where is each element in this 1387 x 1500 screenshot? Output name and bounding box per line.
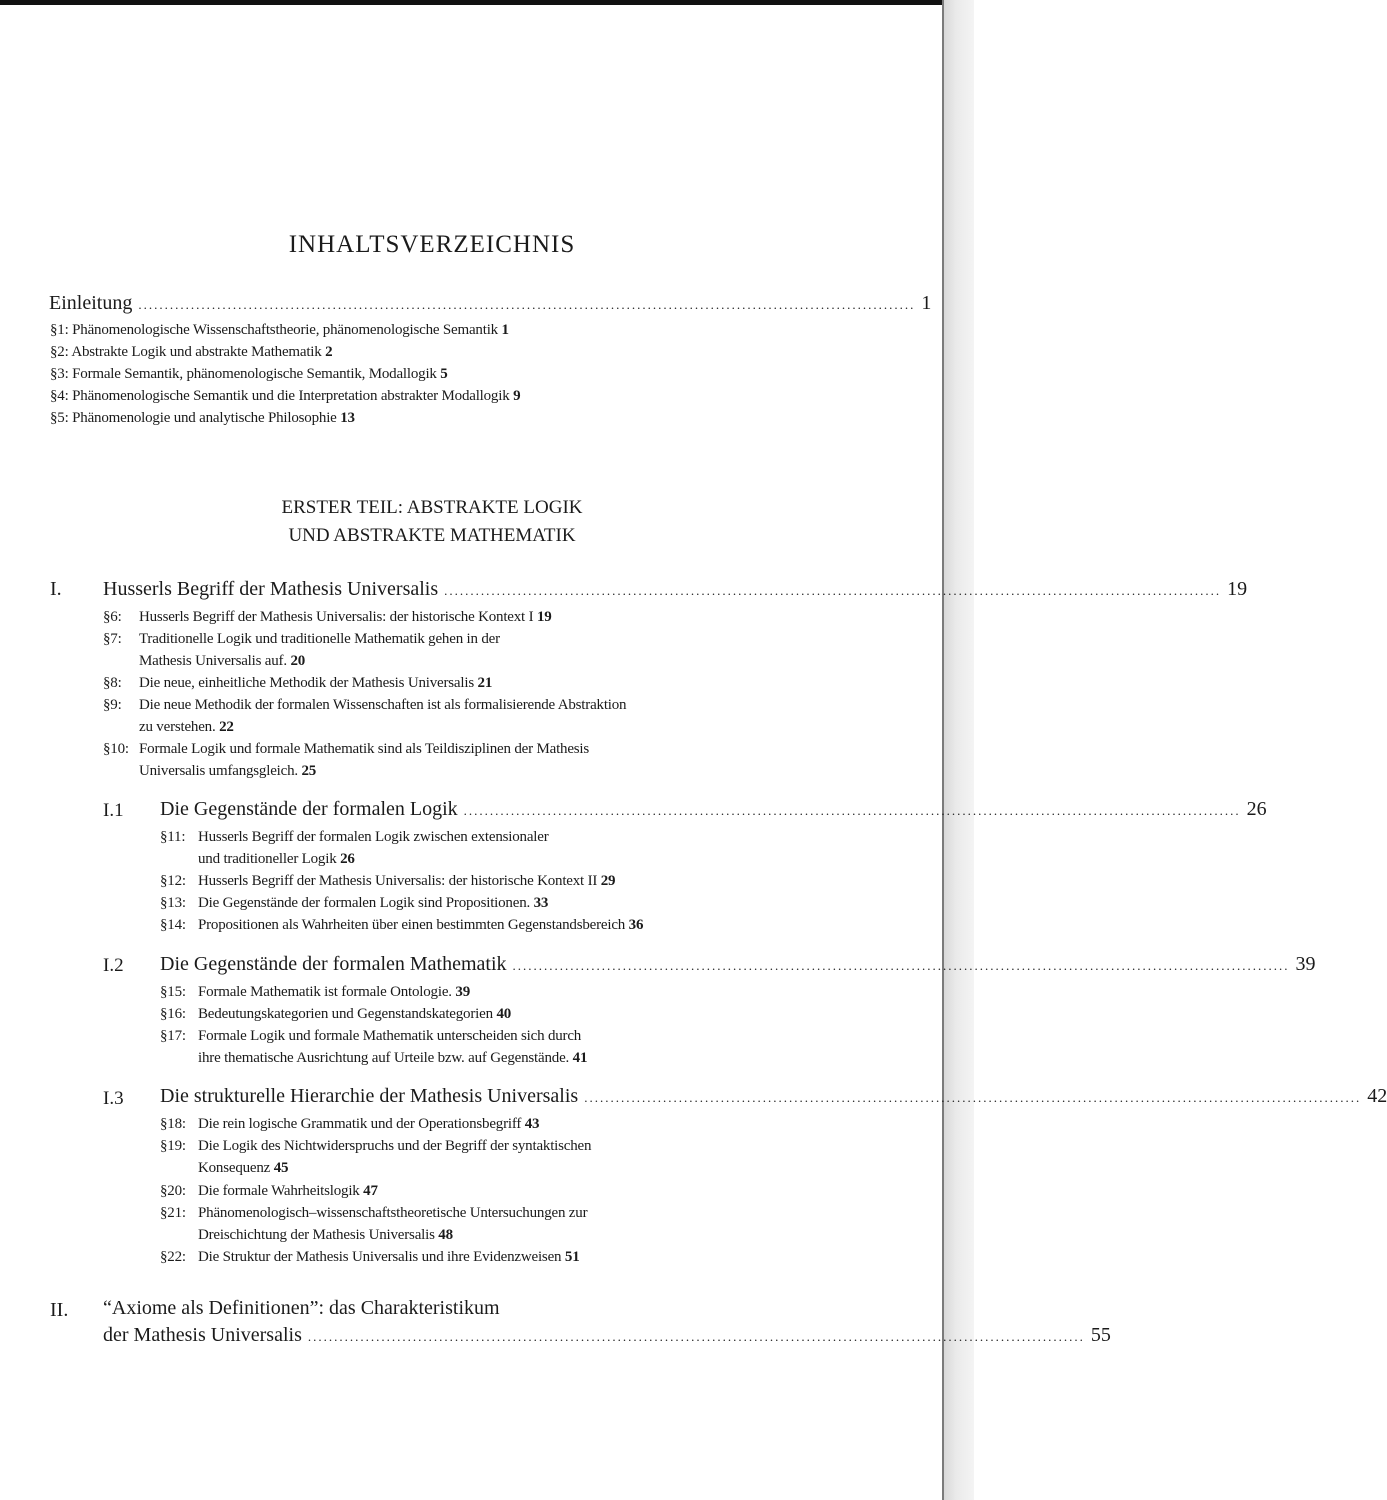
toc-item[interactable]	[50, 410, 355, 427]
item-key: §16:	[160, 1006, 186, 1022]
part-title-line2: UND ABSTRAKTE MATHEMATIK	[288, 525, 576, 546]
item-text: Formale Logik und formale Mathematik sind als Teildisziplinen der Mathesis	[139, 741, 590, 757]
item-page: 33	[533, 895, 549, 911]
item-key: §22:	[160, 1249, 186, 1265]
toc-item[interactable]	[160, 917, 643, 934]
item-key: §20:	[160, 1183, 186, 1199]
item-key: §9:	[103, 697, 122, 713]
toc-item-continuation	[198, 851, 355, 868]
item-text: Die neue Methodik der formalen Wissenschaften ist als formalisierende Abstraktion	[139, 697, 627, 713]
item-key: §4:	[50, 388, 69, 404]
item-text: Die Logik des Nichtwiderspruchs und der Begriff der syntaktischen	[198, 1138, 592, 1154]
entry-page: 1	[921, 292, 932, 314]
item-text: Die Struktur der Mathesis Universalis und ihre Evidenzweisen	[198, 1249, 562, 1265]
toc-item[interactable]	[160, 1249, 580, 1266]
page-top-edge	[0, 0, 974, 5]
toc-item-continuation	[139, 763, 316, 780]
item-text: Dreischichtung der Mathesis Universalis	[198, 1227, 435, 1243]
toc-entry-section-1-2[interactable]	[160, 953, 1316, 976]
item-page: 20	[290, 653, 306, 669]
toc-item-continuation	[198, 1050, 587, 1067]
leader-dots: ....................................................................................................................................................	[463, 803, 1241, 818]
entry-label: Husserls Begriff der Mathesis Universalis	[103, 578, 439, 600]
leader-dots: ....................................................................................................................................................	[138, 297, 916, 312]
item-text: Abstrakte Logik und abstrakte Mathematik	[71, 344, 322, 360]
toc-item-continuation	[198, 1227, 453, 1244]
toc-item-continuation	[139, 719, 234, 736]
item-key: §13:	[160, 895, 186, 911]
item-key: §7:	[103, 631, 122, 647]
item-key: §17:	[160, 1028, 186, 1044]
item-text: Bedeutungskategorien und Gegenstandskategorien	[198, 1006, 493, 1022]
item-key: §8:	[103, 675, 122, 691]
item-text: Formale Mathematik ist formale Ontologie.	[198, 984, 452, 1000]
item-key: §14:	[160, 917, 186, 933]
leader-dots: ....................................................................................................................................................	[584, 1090, 1362, 1105]
toc-item[interactable]	[160, 1205, 587, 1222]
item-page: 1	[501, 322, 509, 338]
item-page: 48	[438, 1227, 453, 1243]
toc-item[interactable]	[160, 873, 615, 890]
item-page: 29	[600, 873, 616, 889]
item-page: 40	[496, 1006, 512, 1022]
toc-item[interactable]	[103, 675, 492, 692]
toc-item[interactable]	[103, 609, 552, 626]
item-page: 9	[513, 388, 521, 404]
chapter-title-line1: “Axiome als Definitionen”: das Charakteristikum	[103, 1297, 500, 1319]
item-text: Husserls Begriff der formalen Logik zwischen extensionaler	[198, 829, 549, 845]
item-page: 5	[440, 366, 448, 382]
item-text: Phänomenologie und analytische Philosophie	[72, 410, 337, 426]
toc-item[interactable]	[160, 1116, 539, 1133]
chapter-number: I.	[50, 578, 62, 600]
toc-item[interactable]	[160, 1006, 511, 1023]
item-text: Mathesis Universalis auf.	[139, 653, 287, 669]
section-number: I.2	[103, 955, 124, 976]
entry-page: 42	[1367, 1085, 1387, 1107]
item-page: 36	[628, 917, 644, 933]
item-text: und traditioneller Logik	[198, 851, 337, 867]
toc-item[interactable]	[50, 388, 520, 405]
item-key: §2:	[50, 344, 69, 360]
entry-page: 26	[1246, 798, 1267, 820]
entry-label: Die strukturelle Hierarchie der Mathesis Universalis	[160, 1085, 579, 1107]
item-key: §19:	[160, 1138, 186, 1154]
entry-page: 39	[1295, 953, 1316, 975]
entry-page: 19	[1227, 578, 1248, 600]
leader-dots: ....................................................................................................................................................	[444, 583, 1222, 598]
item-text: Formale Logik und formale Mathematik unterscheiden sich durch	[198, 1028, 582, 1044]
item-text: Konsequenz	[198, 1160, 271, 1176]
item-text: Phänomenologische Wissenschaftstheorie, phänomenologische Semantik	[72, 322, 498, 338]
item-page: 39	[455, 984, 470, 1000]
item-key: §6:	[103, 609, 122, 625]
item-page: 13	[340, 410, 355, 426]
item-text: Phänomenologisch–wissenschaftstheoretische Untersuchungen zur	[198, 1205, 588, 1221]
item-page: 51	[564, 1249, 580, 1265]
item-text: Traditionelle Logik und traditionelle Mathematik gehen in der	[139, 631, 500, 647]
item-key: §1:	[50, 322, 69, 338]
item-text: ihre thematische Ausrichtung auf Urteile bzw. auf Gegenstände.	[198, 1050, 570, 1066]
entry-page: 55	[1090, 1324, 1111, 1346]
item-page: 25	[301, 763, 317, 779]
leader-dots: ....................................................................................................................................................	[512, 958, 1290, 973]
entry-label: Die Gegenstände der formalen Mathematik	[160, 953, 507, 975]
toc-item[interactable]	[160, 1183, 378, 1200]
part-title-line1: ERSTER TEIL: ABSTRAKTE LOGIK	[281, 497, 583, 518]
toc-item[interactable]	[103, 741, 589, 758]
item-text: Die neue, einheitliche Methodik der Mathesis Universalis	[139, 675, 474, 691]
toc-entry-section-1-3[interactable]	[160, 1085, 1387, 1108]
toc-item-continuation	[139, 653, 305, 670]
page-right-edge	[944, 0, 974, 1500]
toc-entry-section-1-1[interactable]	[160, 798, 1267, 821]
toc-item[interactable]	[160, 1138, 591, 1155]
entry-label: der Mathesis Universalis	[103, 1324, 302, 1346]
item-text: Universalis umfangsgleich.	[139, 763, 298, 779]
item-page: 47	[363, 1183, 378, 1199]
item-text: Propositionen als Wahrheiten über einen bestimmten Gegenstandsbereich	[198, 917, 626, 933]
toc-item[interactable]	[160, 829, 549, 846]
toc-item-continuation	[198, 1160, 288, 1177]
entry-label: Die Gegenstände der formalen Logik	[160, 798, 458, 820]
toc-entry-chapter-2[interactable]	[103, 1324, 1111, 1347]
toc-entry-einleitung[interactable]	[49, 292, 932, 315]
toc-item[interactable]	[50, 366, 448, 383]
toc-item[interactable]	[50, 322, 509, 339]
chapter-number: II.	[50, 1299, 69, 1321]
toc-item[interactable]	[160, 984, 470, 1001]
toc-item[interactable]	[103, 631, 500, 648]
item-text: zu verstehen.	[139, 719, 216, 735]
item-key: §15:	[160, 984, 186, 1000]
item-key: §10:	[103, 741, 129, 757]
item-text: Die formale Wahrheitslogik	[198, 1183, 360, 1199]
toc-item[interactable]	[160, 895, 548, 912]
item-key: §5:	[50, 410, 69, 426]
item-page: 21	[477, 675, 493, 691]
toc-entry-chapter-1[interactable]	[103, 578, 1248, 601]
item-text: Formale Semantik, phänomenologische Semantik, Modallogik	[72, 366, 437, 382]
item-key: §3:	[50, 366, 69, 382]
item-text: Husserls Begriff der Mathesis Universalis: der historische Kontext II	[198, 873, 598, 889]
item-page: 22	[219, 719, 234, 735]
item-page: 45	[273, 1160, 289, 1176]
item-key: §21:	[160, 1205, 186, 1221]
toc-item[interactable]	[50, 344, 332, 361]
item-text: Husserls Begriff der Mathesis Universalis: der historische Kontext I	[139, 609, 534, 625]
item-text: Die Gegenstände der formalen Logik sind Propositionen.	[198, 895, 531, 911]
section-number: I.3	[103, 1088, 124, 1109]
toc-item[interactable]	[103, 697, 626, 714]
item-text: Phänomenologische Semantik und die Interpretation abstrakter Modallogik	[72, 388, 510, 404]
item-page: 2	[325, 344, 333, 360]
item-page: 41	[572, 1050, 588, 1066]
item-key: §18:	[160, 1116, 186, 1132]
section-number: I.1	[103, 800, 124, 821]
item-page: 43	[524, 1116, 540, 1132]
toc-item[interactable]	[160, 1028, 581, 1045]
item-text: Die rein logische Grammatik und der Operationsbegriff	[198, 1116, 522, 1132]
item-key: §11:	[160, 829, 186, 845]
leader-dots: ....................................................................................................................................................	[307, 1329, 1085, 1344]
item-page: 19	[536, 609, 552, 625]
entry-label: Einleitung	[49, 292, 133, 314]
item-page: 26	[340, 851, 355, 867]
item-key: §12:	[160, 873, 186, 889]
page-title: INHALTSVERZEICHNIS	[288, 231, 576, 258]
